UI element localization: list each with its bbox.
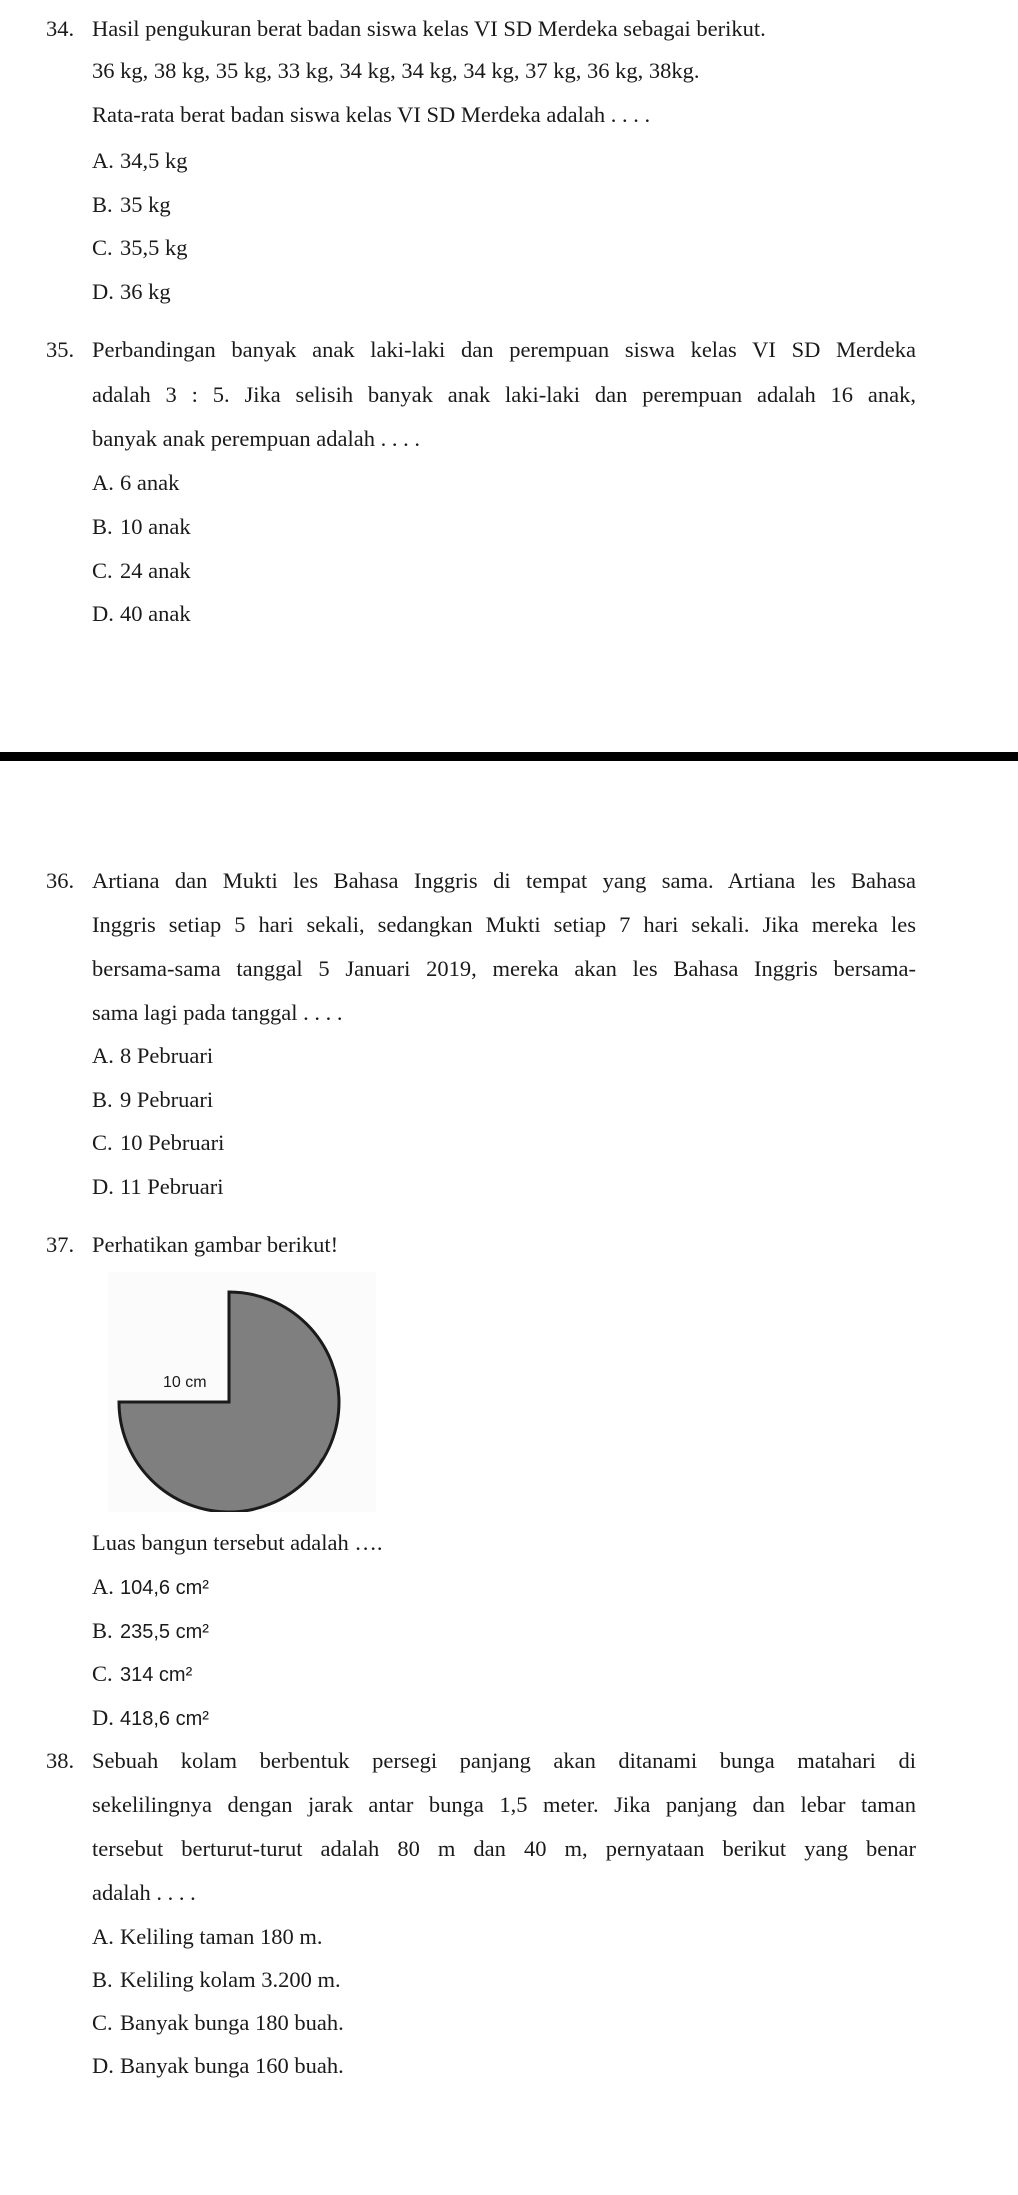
- q38-option-b: [92, 1965, 341, 1995]
- option-letter: D.: [92, 279, 114, 304]
- q34-data: 36 kg, 38 kg, 35 kg, 33 kg, 34 kg, 34 kg, 34 kg, 37 kg, 36 kg, 38kg.: [92, 58, 700, 83]
- option-text: Banyak bunga 180 buah.: [120, 2010, 344, 2035]
- option-letter: B.: [92, 514, 113, 539]
- option-letter: C.: [92, 1661, 113, 1686]
- q35-option-b: [92, 512, 191, 542]
- q34-option-c: [92, 233, 188, 263]
- figure-svg: [108, 1272, 376, 1512]
- option-letter: D.: [92, 1705, 114, 1730]
- option-letter: C.: [92, 1130, 113, 1155]
- q38-line-4: adalah . . . .: [92, 1880, 196, 1905]
- q37-option-d: [92, 1703, 209, 1734]
- q36-line-4: sama lagi pada tanggal . . . .: [92, 1000, 343, 1025]
- option-letter: A.: [92, 148, 114, 173]
- q36-line-2: Inggris setiap 5 hari sekali, sedangkan Mukti setiap 7 hari sekali. Jika mereka les: [92, 912, 916, 937]
- option-letter: A.: [92, 470, 114, 495]
- q37-option-b: [92, 1616, 209, 1647]
- option-letter: A.: [92, 1043, 114, 1068]
- page-divider: [0, 752, 1018, 761]
- q36-option-d: [92, 1172, 224, 1202]
- option-text: 35 kg: [120, 192, 171, 217]
- q34-stem: Hasil pengukuran berat badan siswa kelas VI SD Merdeka sebagai berikut.: [92, 16, 766, 41]
- option-letter: B.: [92, 1618, 113, 1643]
- q38-line-3: tersebut berturut-turut adalah 80 m dan 40 m, pernyataan berikut yang benar: [92, 1836, 916, 1861]
- option-text: 40 anak: [120, 601, 191, 626]
- q37-option-c: [92, 1659, 192, 1690]
- option-text: 36 kg: [120, 279, 171, 304]
- q35-option-a: [92, 468, 179, 498]
- option-text: 10 anak: [120, 514, 191, 539]
- q35-line-2: adalah 3 : 5. Jika selisih banyak anak laki-laki dan perempuan adalah 16 anak,: [92, 382, 916, 407]
- option-text: 9 Pebruari: [120, 1087, 214, 1112]
- q37-stem: Perhatikan gambar berikut!: [92, 1232, 339, 1257]
- q38-option-a: [92, 1922, 322, 1952]
- q36-option-b: [92, 1085, 213, 1115]
- option-text: Keliling taman 180 m.: [120, 1924, 323, 1949]
- option-text: Banyak bunga 160 buah.: [120, 2053, 344, 2078]
- option-letter: A.: [92, 1924, 114, 1949]
- q36-line-1: Artiana dan Mukti les Bahasa Inggris di tempat yang sama. Artiana les Bahasa: [92, 868, 916, 893]
- option-letter: C.: [92, 235, 113, 260]
- option-letter: C.: [92, 2010, 113, 2035]
- option-letter: B.: [92, 1087, 113, 1112]
- option-text: Keliling kolam 3.200 m.: [120, 1967, 341, 1992]
- q35-option-c: [92, 556, 191, 586]
- radius-label: 10 cm: [163, 1374, 207, 1391]
- option-text: 24 anak: [120, 558, 191, 583]
- q34-option-d: [92, 277, 171, 307]
- option-text: 34,5 kg: [120, 148, 188, 173]
- q38-option-d: [92, 2051, 344, 2081]
- q38-number: 38.: [46, 1748, 75, 1773]
- q34-option-b: [92, 190, 171, 220]
- q34-option-a: [92, 146, 188, 176]
- option-letter: D.: [92, 601, 114, 626]
- q35-line-1: Perbandingan banyak anak laki-laki dan perempuan siswa kelas VI SD Merdeka: [92, 337, 916, 362]
- option-letter: B.: [92, 192, 113, 217]
- q38-option-c: [92, 2008, 344, 2038]
- q36-line-3: bersama-sama tanggal 5 Januari 2019, mereka akan les Bahasa Inggris bersama-: [92, 956, 916, 981]
- option-letter: D.: [92, 2053, 114, 2078]
- q38-line-1: Sebuah kolam berbentuk persegi panjang akan ditanami bunga matahari di: [92, 1748, 916, 1773]
- three-quarter-circle-figure: [108, 1272, 376, 1512]
- q34-question: Rata-rata berat badan siswa kelas VI SD Merdeka adalah . . . .: [92, 102, 651, 127]
- option-text: 10 Pebruari: [120, 1130, 225, 1155]
- option-text: 314 cm²: [120, 1664, 193, 1686]
- option-letter: C.: [92, 558, 113, 583]
- q35-line-3: banyak anak perempuan adalah . . . .: [92, 426, 420, 451]
- q34-number: 34.: [46, 16, 75, 41]
- option-text: 6 anak: [120, 470, 180, 495]
- q36-option-c: [92, 1128, 224, 1158]
- option-letter: B.: [92, 1967, 113, 1992]
- option-text: 35,5 kg: [120, 235, 188, 260]
- q37-option-a: [92, 1572, 209, 1603]
- q36-option-a: [92, 1041, 213, 1071]
- q35-number: 35.: [46, 337, 75, 362]
- option-text: 235,5 cm²: [120, 1621, 209, 1643]
- option-letter: D.: [92, 1174, 114, 1199]
- q35-option-d: [92, 599, 191, 629]
- q38-line-2: sekelilingnya dengan jarak antar bunga 1,5 meter. Jika panjang dan lebar taman: [92, 1792, 916, 1817]
- q37-number: 37.: [46, 1232, 75, 1257]
- q36-number: 36.: [46, 868, 75, 893]
- option-text: 104,6 cm²: [120, 1577, 209, 1599]
- option-text: 11 Pebruari: [120, 1174, 224, 1199]
- option-letter: A.: [92, 1574, 114, 1599]
- option-text: 8 Pebruari: [120, 1043, 214, 1068]
- q37-question: Luas bangun tersebut adalah ….: [92, 1530, 383, 1555]
- option-text: 418,6 cm²: [120, 1708, 209, 1730]
